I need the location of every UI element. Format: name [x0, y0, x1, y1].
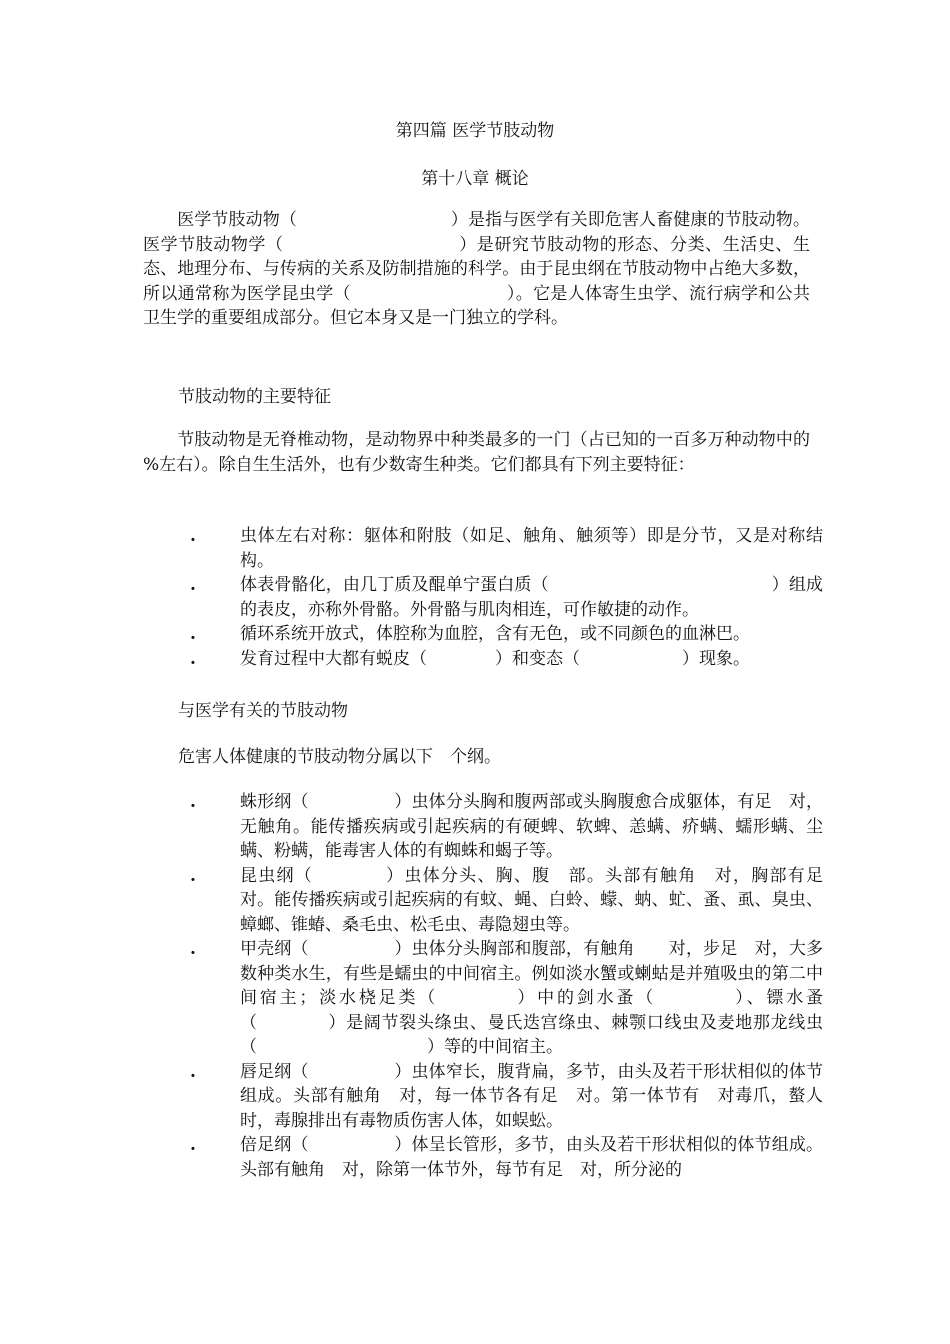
list-item: [143, 647, 823, 672]
bullet-icon: .: [190, 1135, 196, 1155]
list-item: [143, 864, 840, 938]
bullet-icon: .: [190, 624, 196, 644]
classes-list: [143, 790, 840, 1182]
feature-text: 发育过程中大都有蜕皮（ ）和变态（ ）现象。: [240, 648, 750, 669]
intro-paragraph: 医学节肢动物（ ）是指与医学有关即危害人畜健康的节肢动物。医学节肢动物学（ ）是研究节肢动物的形态、分类、生活史、生态、地理分布、与传病的关系及防制措施的科学。由于昆虫纲在节肢动物中占绝大多数，所以通常称为医学昆虫学（ ）。它是人体寄生虫学、流行病学和公共卫生学的重要组成部分。但它本身又是一门独立的学科。: [143, 210, 810, 328]
class-text: 甲壳纲（ ）虫体分头胸部和腹部，有触角 对，步足 对，大多数种类水生，有些是蠕虫的中间宿主。例如淡水蟹或蝲蛄是并殖吸虫的第二中间宿主；淡水桡足类（ ）中的剑水蚤（ ）、镖水蚤（ ）是阔节裂头绦虫、曼氏迭宫绦虫、棘颚口线虫及麦地那龙线虫（ ）等的中间宿主。: [240, 939, 823, 1057]
class-text: 倍足纲（ ）体呈长管形，多节，由头及若干形状相似的体节组成。头部有触角 对，除第一体节外，每节有足 对，所分泌的: [240, 1135, 823, 1180]
features-list: [143, 524, 823, 671]
class-text: 蛛形纲（ ）虫体分头胸和腹两部或头胸腹愈合成躯体，有足 对，无触角。能传播疾病或引起疾病的有硬蜱、软蜱、恙螨、疥螨、蠕形螨、尘螨、粉螨，能毒害人体的有蜘蛛和蝎子等。: [240, 792, 823, 861]
feature-text: 循环系统开放式，体腔称为血腔，含有无色，或不同颜色的血淋巴。: [240, 624, 750, 644]
section-heading-features: 节肢动物的主要特征: [178, 387, 331, 407]
list-item: [143, 1133, 823, 1182]
chapter-title: 第十八章 概论: [421, 169, 529, 189]
bullet-icon: .: [190, 865, 196, 886]
list-item: [143, 1060, 823, 1134]
part-title: 第四篇 医学节肢动物: [395, 121, 555, 141]
list-item: [143, 937, 823, 1060]
bullet-icon: .: [190, 1061, 196, 1082]
bullet-icon: .: [190, 648, 196, 669]
class-text: 昆虫纲（ ）虫体分头、胸、腹 部。头部有触角 对，胸部有足 对。能传播疾病或引起疾病的有蚊、蝇、白蛉、蠓、蚋、虻、蚤、虱、臭虫、蟑螂、锥蝽、桑毛虫、松毛虫、毒隐翅虫等。: [240, 865, 840, 935]
feature-text: 虫体左右对称：躯体和附肢（如足、触角、触须等）即是分节，又是对称结构。: [240, 526, 823, 571]
bullet-icon: .: [190, 792, 196, 812]
features-intro-paragraph: 节肢动物是无脊椎动物，是动物界中种类最多的一门（占已知的一百多万种动物中的 %左右）。除自生生活外，也有少数寄生种类。它们都具有下列主要特征：: [143, 430, 844, 475]
feature-text: 体表骨骼化，由几丁质及醌单宁蛋白质（ ）组成的表皮，亦称外骨骼。外骨骼与肌肉相连，可作敏捷的动作。: [240, 575, 823, 620]
bullet-icon: .: [190, 526, 196, 546]
class-text: 唇足纲（ ）虫体窄长，腹背扁，多节，由头及若干形状相似的体节组成。头部有触角 对，每一体节各有足 对。第一体节有 对毒爪，螯人时，毒腺排出有毒物质伤害人体，如蜈蚣。: [240, 1061, 823, 1131]
list-item: [143, 790, 823, 864]
list-item: [143, 622, 823, 647]
list-item: [143, 524, 823, 573]
bullet-icon: .: [190, 575, 196, 595]
classes-intro: 危害人体健康的节肢动物分属以下 个纲。: [178, 747, 501, 767]
list-item: [143, 573, 823, 622]
bullet-icon: .: [190, 939, 196, 959]
section-heading-medical-arthropods: 与医学有关的节肢动物: [178, 701, 348, 721]
